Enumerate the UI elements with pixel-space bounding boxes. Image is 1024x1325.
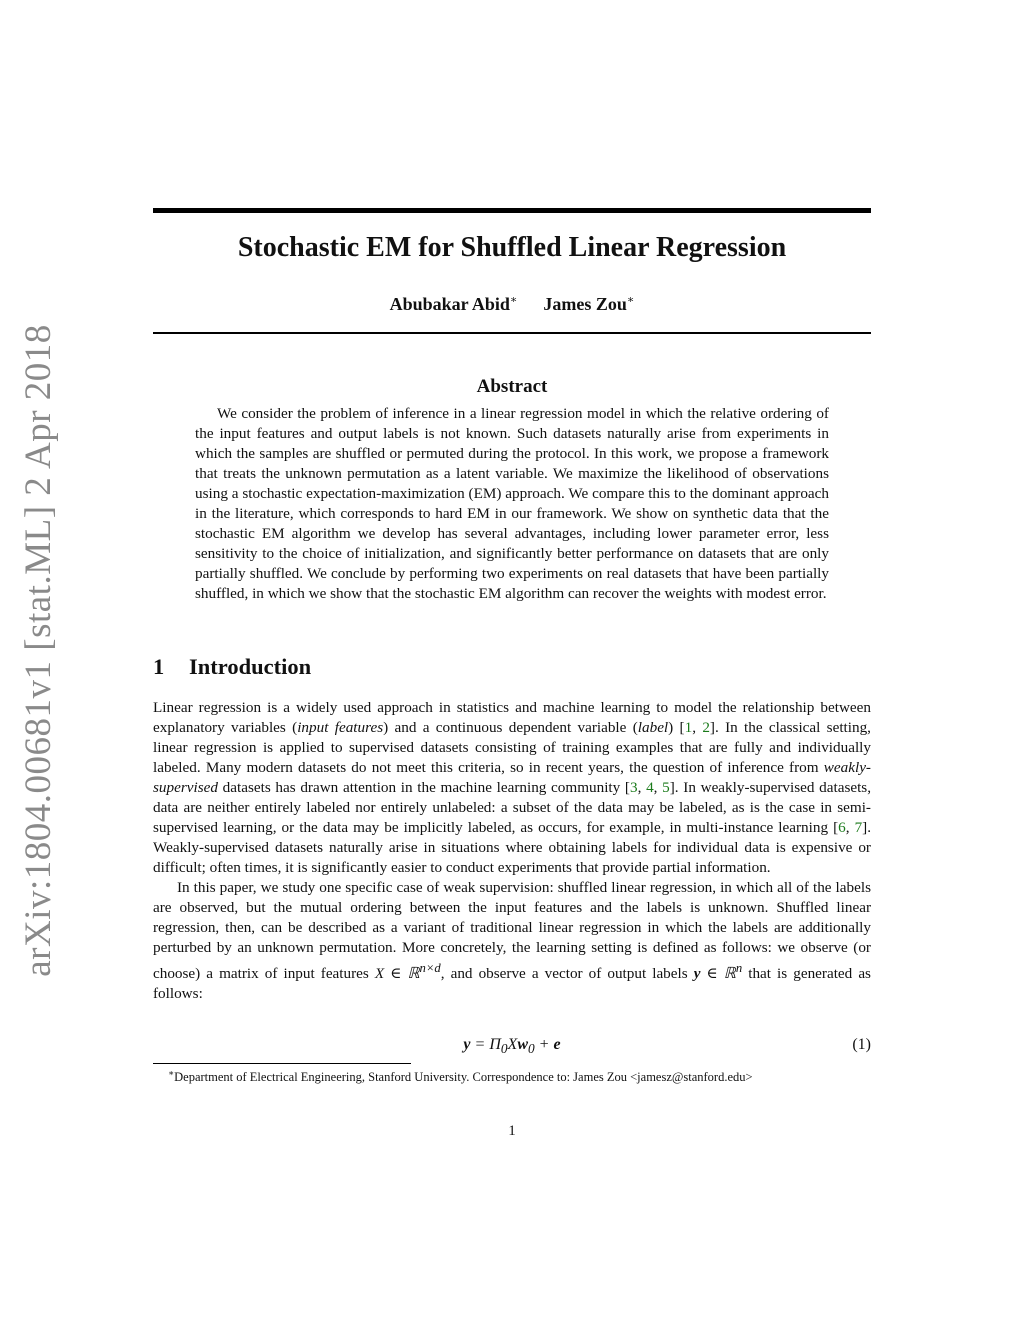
arxiv-sidebar: [6, 323, 70, 977]
author-name: James Zou: [543, 294, 627, 314]
author-footnote-mark: ∗: [626, 294, 635, 306]
paragraph: In this paper, we study one specific case of weak supervision: shuffled linear regression, in which all of the labels are observed, but the mutual ordering between the input features and the labels is unknown. Shuffled linear regression, then, can be described as a variant of traditional linear regression in which the labels are additionally perturbed by an unknown permutation. More concretely, the learning setting is defined as follows: we observe (or choose) a matrix of input features X ∈ ℝ$^{n\times d}$, and observe a vector of output labels y ∈ ℝ$^n$ that is generated as follows:: [153, 879, 871, 1003]
footnote: [168, 1068, 753, 1085]
equation-1: [153, 1036, 871, 1058]
title-rule-bottom: [153, 332, 871, 334]
citation-link[interactable]: 5: [662, 779, 670, 796]
abstract-text: We consider the problem of inference in a linear regression model in which the relative ordering of the input features and output labels is not known. Such datasets naturally arise from experiments in which the samples are shuffled or permuted during the protocol. In this work, we propose a framework that treats the unknown permutation as a latent variable. We maximize the likelihood of observations using a stochastic expectation-maximization (EM) approach. We compare this to the dominant approach in the literature, which corresponds to hard EM in our framework. We show on synthetic data that the stochastic EM algorithm we develop has several advantages, including lower parameter error, less sensitivity to the choice of initialization, and significantly better performance on datasets that are only partially shuffled. We conclude by performing two experiments on real datasets that have been partially shuffled, in which we show that the stochastic EM algorithm can recover the weights with modest error.: [195, 405, 829, 602]
citation-link[interactable]: 4: [646, 779, 654, 796]
paper-title: Stochastic EM for Shuffled Linear Regression: [237, 232, 787, 263]
inline-math: y ∈ ℝ$^n$: [693, 961, 743, 983]
section-number: 1: [153, 654, 165, 679]
equation-body: $y = \Pi_0Xw_0 + e$: [463, 1036, 561, 1057]
author-list: [153, 293, 871, 315]
inline-math: X ∈ ℝ$^{n\times d}$: [374, 961, 441, 983]
section-title: Introduction: [189, 654, 312, 679]
footnote-mark: ∗: [168, 1068, 175, 1078]
author-footnote-mark: ∗: [509, 294, 518, 306]
equation-number: (1): [852, 1036, 871, 1053]
citation-link[interactable]: 6: [838, 819, 846, 836]
section-body: [153, 698, 871, 1004]
abstract-heading: Abstract: [476, 376, 548, 397]
citation-link[interactable]: 3: [629, 779, 638, 796]
paragraph: Linear regression is a widely used approach in statistics and machine learning to model the relationship between explanatory variables (input features) and a continuous dependent variable (label) [1, 2]. In the classical setting, linear regression is applied to supervised datasets consisting of training examples that are fully and individually labeled. Many modern datasets do not meet this criteria, so in recent years, the question of inference from weakly-supervised datasets has drawn attention in the machine learning community [3, 4, 5]. In weakly-supervised datasets, data are neither entirely labeled nor entirely unlabeled: a subset of the data may be labeled, as is the case in semi-supervised learning, or the data may be implicitly labeled, as occurs, for example, in multi-instance learning [6, 7]. Weakly-supervised datasets naturally arise in situations where obtaining labels for individual data is expensive or difficult; often times, it is significantly easier to conduct experiments that provide partial information.: [153, 699, 872, 876]
citation-link[interactable]: 7: [854, 819, 863, 836]
footnote-rule: [153, 1063, 411, 1064]
page-number: 1: [508, 1123, 516, 1139]
footnote-text: Department of Electrical Engineering, Stanford University. Correspondence to: James Zou <jamesz@stanford.edu>: [174, 1070, 753, 1085]
citation-link[interactable]: 2: [702, 719, 710, 736]
author-name: Abubakar Abid: [389, 294, 510, 314]
section-heading: [153, 654, 311, 680]
arxiv-stamp: arXiv:1804.00681v1 [stat.ML] 2 Apr 2018: [17, 323, 59, 977]
title-rule-top: [153, 208, 871, 213]
citation-link[interactable]: 1: [684, 719, 693, 736]
